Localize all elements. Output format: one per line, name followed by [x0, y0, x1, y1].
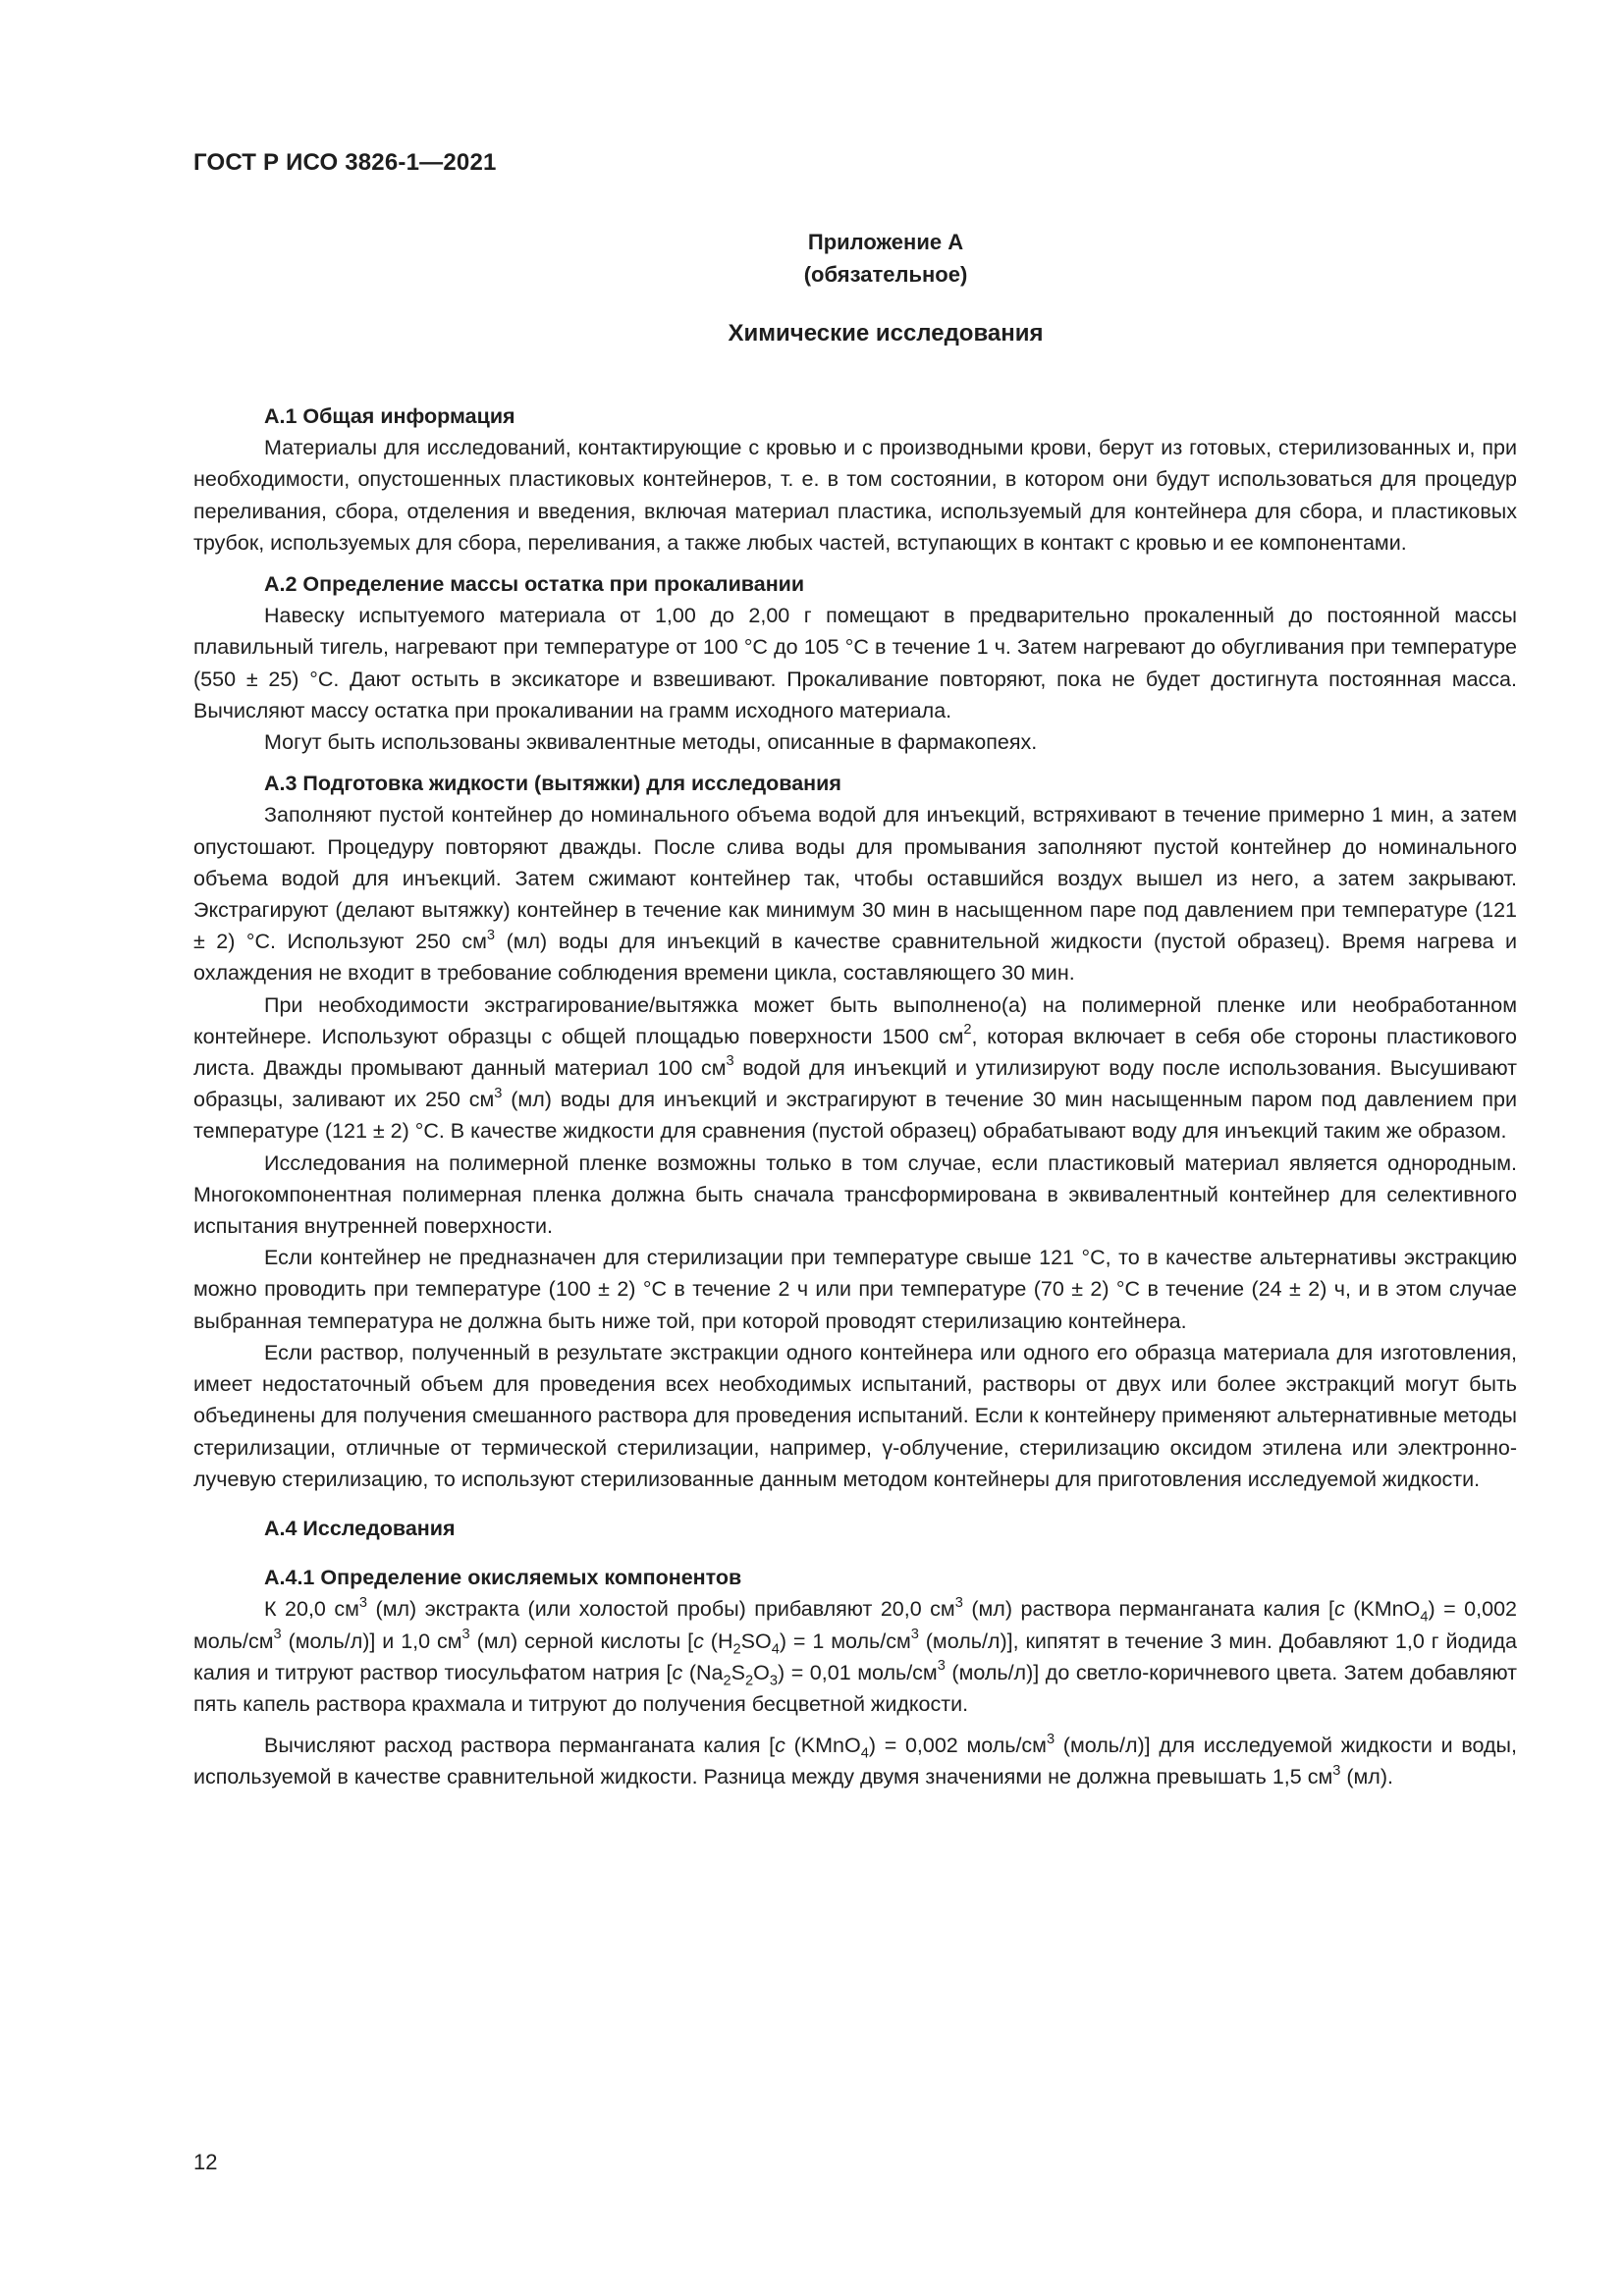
section-heading-a2: А.2 Определение массы остатка при прокаливании	[264, 572, 805, 597]
paragraph: Исследования на полимерной пленке возможны только в том случае, если пластиковый материал является однородным. Многокомпонентная полимерная пленка должна быть сначала трансформирована в эквивалентный контейнер для селективного испытания внутренней поверхности.	[193, 1150, 1517, 1239]
document-code: ГОСТ Р ИСО 3826-1—2021	[193, 149, 497, 176]
paragraph: Материалы для исследований, контактирующие с кровью и с производными крови, берут из готовых, стерилизованных и, при необходимости, опустошенных пластиковых контейнеров, т. е. в том состоянии, в котором они будут использоваться для процедур переливания, сбора, отделения и введения, включая материал пластика, используемый для контейнера для сбора, и пластиковых трубок, используемых для сбора, переливания, а также любых частей, вступающих в контакт с кровью и ее компонентами.	[193, 436, 1517, 555]
document-body	[193, 400, 1517, 1793]
paragraph: Если раствор, полученный в результате экстракции одного контейнера или одного его образца материала для изготовления, имеет недостаточный объем для проведения всех необходимых испытаний, растворы от двух или более экстракций могут быть объединены для получения смешанного раствора для проведения испытаний. Если к контейнеру применяют альтернативные методы стерилизации, отличные от термической стерилизации, например, γ-облучение, стерилизацию оксидом этилена или электронно-лучевую стерилизацию, то используют стерилизованные данным методом контейнеры для приготовления исследуемой жидкости.	[193, 1340, 1517, 1491]
annex-heading-block	[0, 320, 1624, 347]
page-number: 12	[193, 2150, 218, 2174]
paragraph: Вычисляют расход раствора перманганата калия [c (KMnO$_4$) = 0,002 моль/$см^3$ (моль/л)] для исследуемой жидкости и воды, используемой в качестве сравнительной жидкости. Разница между двумя значениями не должна превышать 1,5 $см^3$ (мл).	[193, 1731, 1517, 1789]
paragraph: Навеску испытуемого материала от 1,00 до 2,00 г помещают в предварительно прокаленный до постоянной массы плавильный тигель, нагревают при температуре от 100 °С до 105 °С в течение 1 ч. Затем нагревают до обугливания при температуре (550 ± 25) °С. Дают остыть в эксикаторе и взвешивают. Прокаливание повторяют, пока не будет достигнута постоянная масса. Вычисляют массу остатка при прокаливании на грамм исходного материала.	[193, 604, 1517, 722]
paragraph: К 20,0 $см^3$ (мл) экстракта (или холостой пробы) прибавляют 20,0 $см^3$ (мл) раствора перманганата калия [c (KMnO$_4$) = 0,002 моль/$см^3$ (моль/л)] и 1,0 $см^3$ (мл) серной кислоты [c $(H_2SO_4) = 1$ моль/$см^3$ (моль/л)], кипятят в течение 3 мин. Добавляют 1,0 г йодида калия и титруют раствор тиосульфатом натрия [c $(Na_2S_2O_3) = 0,01$ моль/$см^3$ (моль/л)] до светло-коричневого цвета. Затем добавляют пять капель раствора крахмала и титруют до получения бесцветной жидкости.	[193, 1594, 1517, 1716]
paragraph: При необходимости экстрагирование/вытяжка может быть выполнено(а) на полимерной пленке или необработанном контейнере. Используют образцы с общей площадью поверхности 1500 $см^2$, которая включает в себя обе стороны пластикового листа. Дважды промывают данный материал 100 $см^3$ водой для инъекций и утилизируют воду после использования. Высушивают образцы, заливают их 250 $см^3$ (мл) воды для инъекций и экстрагируют в течение 30 мин насыщенным паром под давлением при температуре (121 ± 2) °С. В качестве жидкости для сравнения (пустой образец) обрабатывают воду для инъекций таким же образом.	[193, 992, 1517, 1144]
section-heading-a1: А.1 Общая информация	[264, 404, 515, 428]
section-heading-a4: А.4 Исследования	[264, 1516, 456, 1540]
annex-status: (обязательное)	[803, 262, 968, 287]
section-heading-a3: А.3 Подготовка жидкости (вытяжки) для исследования	[264, 772, 841, 796]
annex-heading: Химические исследования	[728, 320, 1044, 347]
subsection-heading-a41: А.4.1 Определение окисляемых компонентов	[264, 1566, 742, 1590]
annex-title: Приложение А	[807, 230, 964, 254]
annex-title-block	[0, 226, 1624, 291]
paragraph: Могут быть использованы эквивалентные методы, описанные в фармакопеях.	[264, 730, 1038, 755]
paragraph: Если контейнер не предназначен для стерилизации при температуре свыше 121 °С, то в качестве альтернативы экстракцию можно проводить при температуре (100 ± 2) °С в течение 2 ч или при температуре (70 ± 2) °С в течение (24 ± 2) ч, и в этом случае выбранная температура не должна быть ниже той, при которой проводят стерилизацию контейнера.	[193, 1246, 1517, 1333]
paragraph: Заполняют пустой контейнер до номинального объема водой для инъекций, встряхивают в течение примерно 1 мин, а затем опустошают. Процедуру повторяют дважды. После слива воды для промывания заполняют пустой контейнер до номинального объема водой для инъекций. Затем сжимают контейнер так, чтобы оставшийся воздух вышел из него, а затем закрывают. Экстрагируют (делают вытяжку) контейнер в течение как минимум 30 мин в насыщенном паре под давлением при температуре (121 ± 2) °С. Используют 250 $см^3$ (мл) воды для инъекций в качестве сравнительной жидкости (пустой образец). Время нагрева и охлаждения не входит в требование соблюдения времени цикла, составляющего 30 мин.	[193, 803, 1517, 986]
